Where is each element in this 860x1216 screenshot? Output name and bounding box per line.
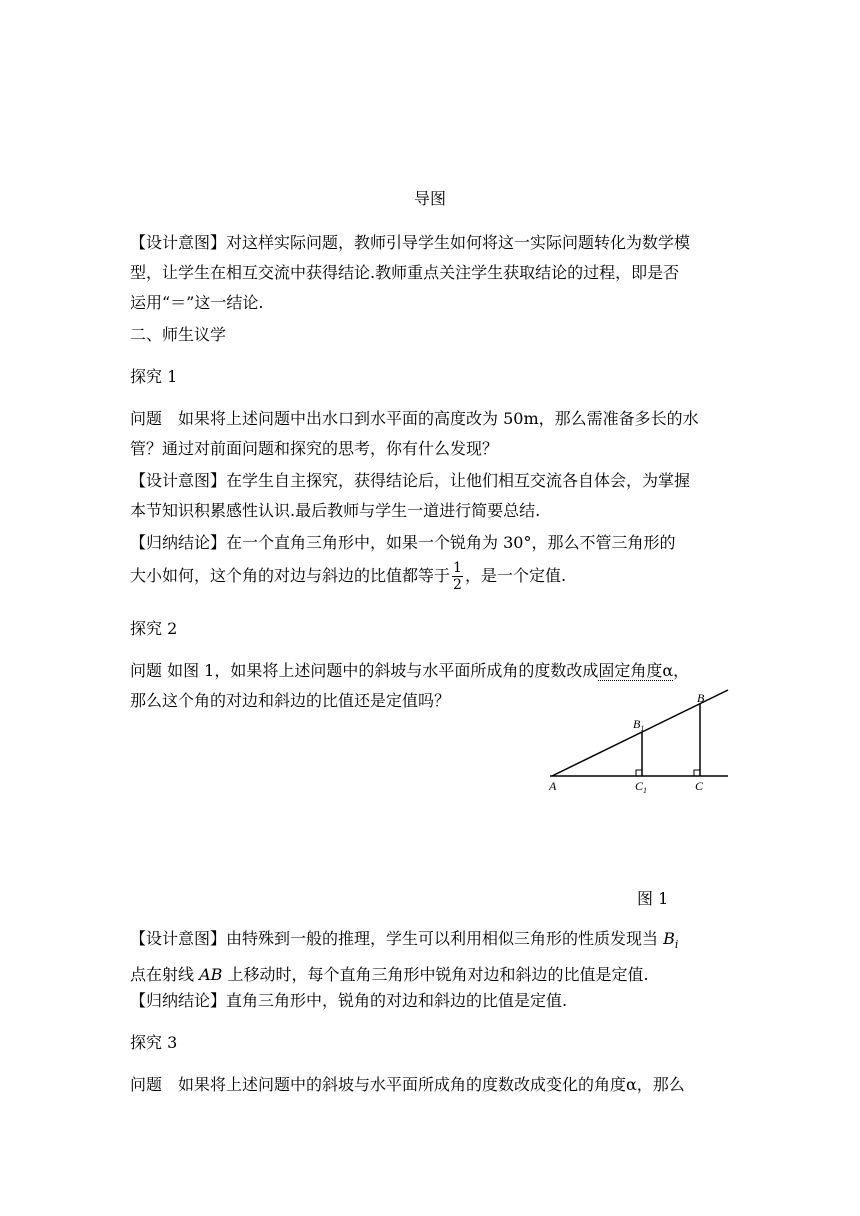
text-run: ，是一个定值. [464,566,567,585]
label-B1-main: B [633,717,641,731]
text-line: 【设计意图】对这样实际问题，教师引导学生如何将这一实际问题转化为数学模 [130,233,691,252]
label-C1-sub: 1 [643,786,648,795]
label-C1 [635,779,647,795]
explore-heading-2: 探究 2 [130,619,178,638]
label-C: C [695,779,704,793]
design-intent-paragraph-1 [130,228,730,318]
var-B: B [663,929,675,948]
fraction-denominator: 2 [453,577,462,593]
text-run: 大小如何，这个角的对边与斜边的比值都等于 [130,566,451,585]
design-intent-paragraph-3 [130,924,730,990]
conclusion-paragraph-2: 【归纳结论】直角三角形中，锐角的对边和斜边的比值是定值. [130,991,568,1010]
design-intent-paragraph-2 [130,466,730,526]
right-angle-mark-C1 [636,770,642,776]
text-line: 【设计意图】在学生自主探究，获得结论后，让他们相互交流各自体会，为掌握 [130,471,691,490]
text-line: 运用“＝”这一结论. [130,293,264,312]
right-angle-mark-C [694,770,700,776]
text-line [130,924,730,960]
label-B1 [633,717,644,733]
dotted-underlined-term: 固定角度α [598,661,674,680]
fraction-one-half [452,560,463,593]
label-A: A [549,779,557,793]
text-line: 那么这个角的对边和斜边的比值还是定值吗？ [130,691,451,710]
problem-paragraph-3: 问题 如果将上述问题中的斜坡与水平面所成角的度数改成变化的角度α，那么 [130,1075,685,1094]
conclusion-paragraph-1 [130,528,730,594]
explore-heading-1: 探究 1 [130,367,178,386]
text-line: 管？通过对前面问题和探究的思考，你有什么发现？ [130,439,499,458]
label-C1-main: C [635,779,644,793]
explore-heading-3: 探究 3 [130,1033,178,1052]
text-run: 点在射线 [130,965,200,985]
text-line: 型，让学生在相互交流中获得结论.教师重点关注学生获取结论的过程，即是否 [130,263,680,282]
text-line: 本节知识积累感性认识.最后教师与学生一道进行简要总结. [130,501,541,520]
var-AB: AB [199,965,223,985]
text-run: 问题 如图 1，如果将上述问题中的斜坡与水平面所成角的度数改成 [130,661,599,680]
section-heading: 二、师生议学 [130,325,227,344]
similar-triangles-figure [545,680,735,800]
fraction-numerator: 1 [453,560,462,576]
text-run: 上移动时，每个直角三角形中锐角对边和斜边的比值是定值. [222,965,649,985]
text-run: 【设计意图】由特殊到一般的推理，学生可以利用相似三角形的性质发现当 [130,929,664,948]
figure-caption: 图 1 [637,889,669,908]
label-B: B [697,691,705,705]
figure-caption-top: 导图 [413,189,446,208]
label-B1-sub: 1 [640,724,645,733]
var-sub-i: i [674,938,679,952]
problem-paragraph-1 [130,404,730,464]
text-line [130,558,730,594]
text-line: 【归纳结论】在一个直角三角形中，如果一个锐角为 30°，那么不管三角形的 [130,533,676,552]
text-run: ， [673,661,690,680]
text-line: 问题 如果将上述问题中出水口到水平面的高度改为 50m，那么需准备多长的水 [130,409,699,428]
